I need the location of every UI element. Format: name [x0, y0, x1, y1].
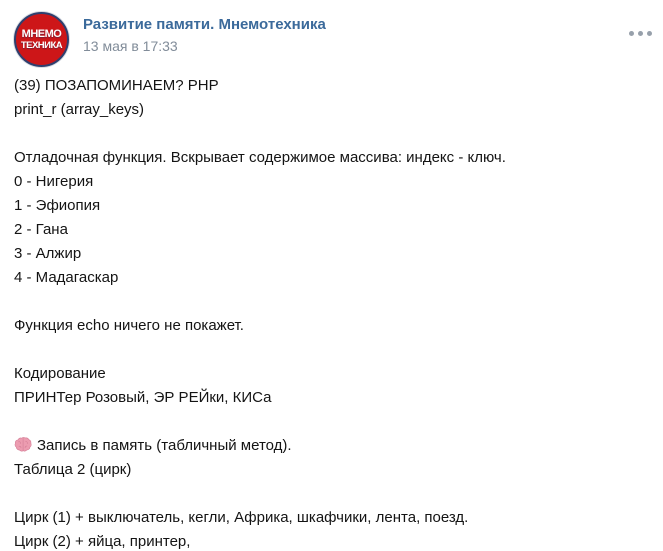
- header-info: [83, 12, 326, 54]
- post-line: 1 - Эфиопия: [14, 197, 101, 214]
- avatar-logo-text-top: МНЕМО: [21, 28, 62, 40]
- post-line: Цирк (2) + яйца, принтер,: [14, 533, 191, 550]
- post-line-blank: [14, 410, 653, 434]
- post-text: [14, 74, 653, 551]
- post-line: Таблица 2 (цирк): [14, 461, 132, 478]
- brain-emoji-icon: [14, 437, 32, 452]
- post-line: print_r (array_keys): [14, 101, 145, 118]
- post-line-with-emoji: [14, 434, 653, 458]
- avatar-logo-text-bottom: ТЕХНИКА: [20, 40, 63, 51]
- group-avatar[interactable]: [14, 12, 69, 67]
- post-actions-menu-button[interactable]: [619, 21, 662, 46]
- post-line: ПРИНТер Розовый, ЭР РЕЙки, КИСа: [14, 389, 272, 406]
- post-line: Функция echo ничего не покажет.: [14, 317, 244, 334]
- group-name-link[interactable]: Развитие памяти. Мнемотехника: [83, 16, 326, 33]
- post-line: (39) ПОЗАПОМИНАЕМ? PHP: [14, 77, 219, 94]
- post-line: 0 - Нигерия: [14, 173, 94, 190]
- post-line-text: Запись в память (табличный метод).: [37, 437, 292, 454]
- post-line: 4 - Мадагаскар: [14, 269, 119, 286]
- post-line: 3 - Алжир: [14, 245, 82, 262]
- post-line: Кодирование: [14, 365, 106, 382]
- ellipsis-dot: [629, 31, 634, 36]
- post-line-blank: [14, 482, 653, 506]
- ellipsis-dot: [638, 31, 643, 36]
- post-timestamp[interactable]: 13 мая в 17:33: [83, 38, 178, 54]
- post-line-blank: [14, 290, 653, 314]
- post-line-blank: [14, 338, 653, 362]
- post-line: 2 - Гана: [14, 221, 68, 238]
- post-line: Отладочная функция. Вскрывает содержимое массива: индекс - ключ.: [14, 149, 506, 166]
- ellipsis-dot: [647, 31, 652, 36]
- post-line: Цирк (1) + выключатель, кегли, Африка, шкафчики, лента, поезд.: [14, 509, 469, 526]
- post-line-blank: [14, 122, 653, 146]
- post-header: [14, 12, 649, 67]
